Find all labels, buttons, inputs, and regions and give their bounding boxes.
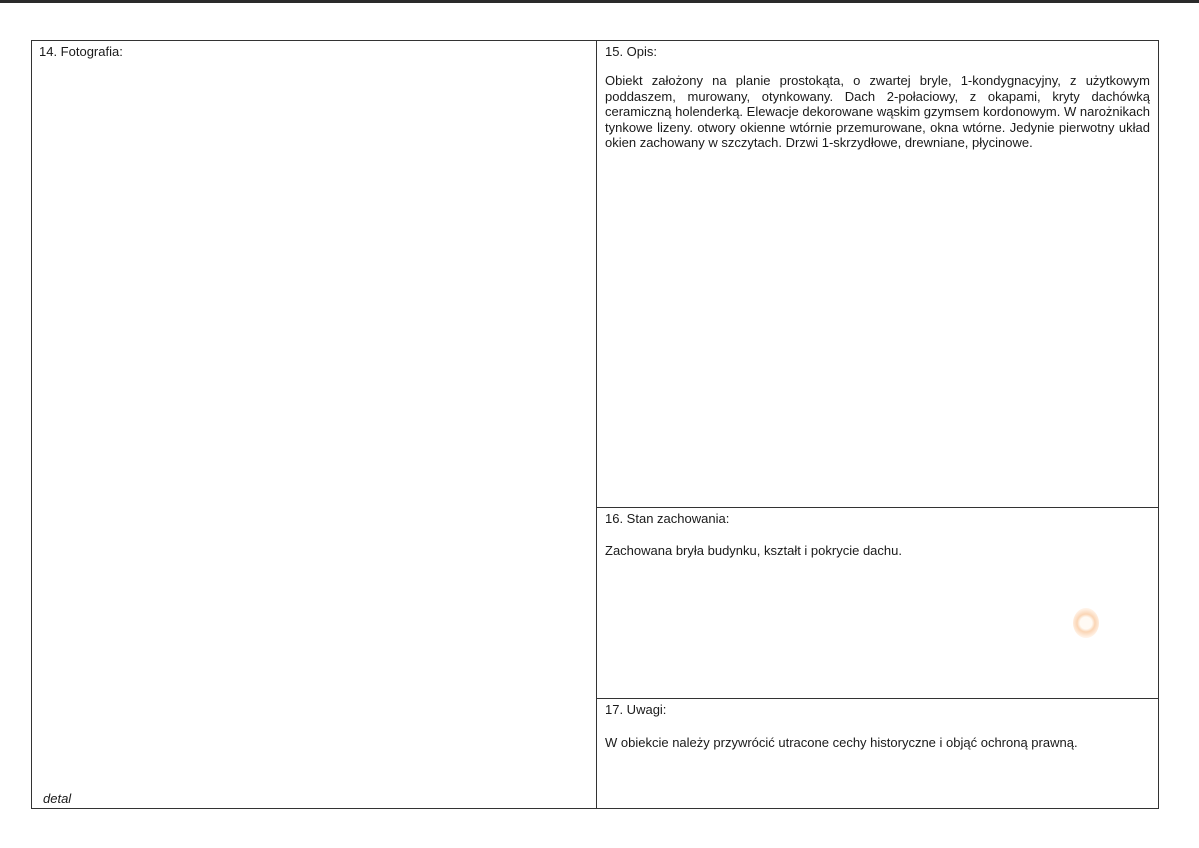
description-heading: 15. Opis: bbox=[605, 44, 658, 59]
remarks-text: W obiekcie należy przywrócić utracone cechy historyczne i objąć ochroną prawną. bbox=[605, 735, 1078, 750]
remarks-heading: 17. Uwagi: bbox=[605, 702, 667, 717]
record-sheet bbox=[31, 40, 1159, 809]
condition-text: Zachowana bryła budynku, kształt i pokrycie dachu. bbox=[605, 543, 902, 558]
scan-top-edge bbox=[0, 0, 1199, 3]
photo-section bbox=[32, 41, 597, 808]
condition-section bbox=[597, 508, 1158, 699]
paper-stain bbox=[1073, 608, 1099, 638]
description-text: Obiekt założony na planie prostokąta, o zwartej bryle, 1-kondygnacyjny, z użytkowym poddaszem, murowany, otynkowany. Dach 2-połaciowy, z okapami, kryty dachówką ceramiczną holenderką. Elewacje dekorowane wąskim gzymsem kordonowym. W narożnikach tynkowe lizeny. otwory okienne wtórnie przemurowane, okna wtórne. Jedynie pierwotny układ okien zachowany w szczytach. Drzwi 1-skrzydłowe, drewniane, płycinowe. bbox=[605, 73, 1150, 150]
remarks-section bbox=[597, 699, 1158, 808]
photo-heading: 14. Fotografia: bbox=[39, 44, 123, 59]
photo-caption: detal bbox=[43, 791, 72, 806]
description-section bbox=[597, 41, 1158, 508]
details-column bbox=[597, 41, 1158, 808]
condition-heading: 16. Stan zachowania: bbox=[605, 511, 730, 526]
